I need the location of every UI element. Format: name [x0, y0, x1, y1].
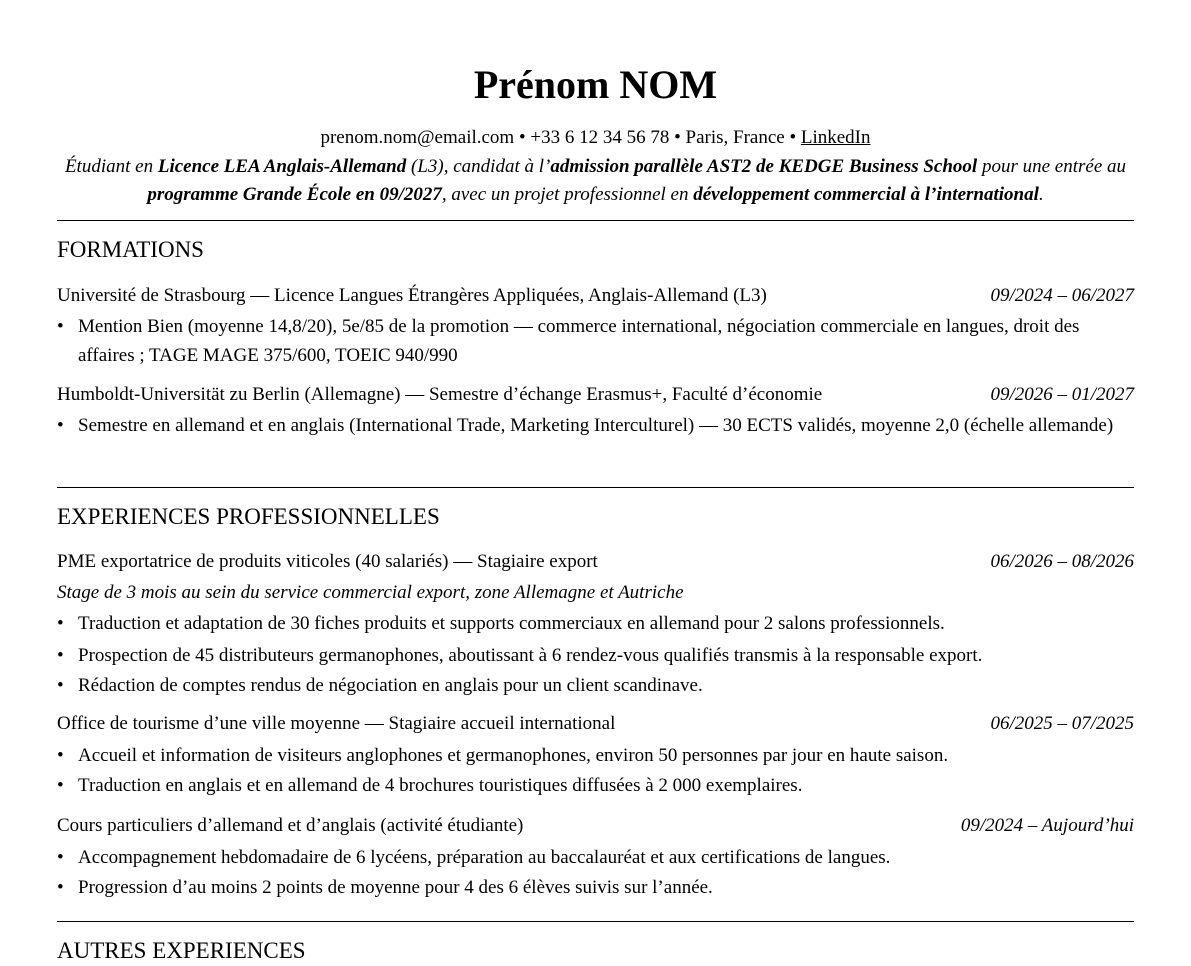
- bullet-text: Prospection de 45 distributeurs germanophones, aboutissant à 6 rendez-vous qualifiés transmis à la responsable export.: [78, 645, 983, 666]
- entry-title: Cours particuliers d’allemand et d’anglais (activité étudiante): [57, 815, 524, 836]
- summary-text: pour une entrée au: [977, 156, 1127, 177]
- bullet-text: Semestre en allemand et en anglais (International Trade, Marketing Interculturel) — 30 ECTS validés, moyenne 2,0 (échelle allemande): [78, 415, 1114, 436]
- separator: •: [514, 127, 531, 148]
- summary-text: .: [1038, 184, 1044, 205]
- bullet-icon: •: [57, 775, 64, 796]
- experience-entry-cours: [57, 813, 1134, 839]
- separator: •: [784, 127, 801, 148]
- entry-title: Université de Strasbourg — Licence Langues Étrangères Appliquées, Anglais-Allemand (L3): [57, 285, 767, 306]
- entry-date: 09/2026 – 01/2027: [990, 384, 1134, 405]
- list-item: [57, 771, 1118, 800]
- summary-text: Étudiant en: [64, 156, 158, 177]
- section-title-experiences: EXPERIENCES PROFESSIONNELLES: [57, 504, 440, 529]
- list-item: [57, 741, 1118, 770]
- email: prenom.nom@email.com: [320, 127, 515, 148]
- bullet-icon: •: [57, 877, 64, 898]
- bullet-icon: •: [57, 316, 64, 337]
- bullet-icon: •: [57, 415, 64, 436]
- bullet-text: Accueil et information de visiteurs anglophones et germanophones, environ 50 personnes par jour en haute saison.: [78, 745, 949, 766]
- bullet-icon: •: [57, 745, 64, 766]
- bullet-text: Traduction et adaptation de 30 fiches produits et supports commerciaux en allemand pour 2 salons professionnels.: [78, 613, 945, 634]
- entry-date: 06/2026 – 08/2026: [990, 551, 1134, 572]
- bullet-text: Rédaction de comptes rendus de négociation en anglais pour un client scandinave.: [78, 675, 703, 696]
- location: Paris, France: [685, 127, 785, 148]
- bullet-text: Progression d’au moins 2 points de moyenne pour 4 des 6 élèves suivis sur l’année.: [78, 877, 713, 898]
- bullet-icon: •: [57, 613, 64, 634]
- list-item: [57, 873, 1118, 902]
- list-item: [57, 411, 1118, 440]
- entry-title: PME exportatrice de produits viticoles (40 salariés) — Stagiaire export: [57, 551, 598, 572]
- summary-emphasis: développement commercial à l’international: [693, 184, 1039, 205]
- education-entry-berlin: [57, 382, 1134, 408]
- summary-emphasis: Licence LEA Anglais-Allemand: [157, 156, 407, 177]
- contact-line: [57, 125, 1134, 151]
- summary-text: (L3), candidat à l’: [406, 156, 551, 177]
- experience-entry-tourisme: [57, 711, 1134, 737]
- education-entry-strasbourg: [57, 283, 1134, 309]
- section-divider: [57, 921, 1134, 922]
- list-item: [57, 312, 1118, 370]
- section-title-autres: AUTRES EXPERIENCES: [57, 938, 306, 963]
- summary-emphasis: programme Grande École en 09/2027: [147, 184, 442, 205]
- candidate-name: Prénom NOM: [473, 62, 718, 107]
- entry-date: 06/2025 – 07/2025: [990, 713, 1134, 734]
- section-divider: [57, 220, 1134, 221]
- bullet-text: Traduction en anglais et en allemand de 4 brochures touristiques diffusées à 2 000 exemplaires.: [78, 775, 803, 796]
- list-item: [57, 671, 1118, 700]
- list-item: [57, 609, 1118, 638]
- bullet-text: Accompagnement hebdomadaire de 6 lycéens, préparation au baccalauréat et aux certifications de langues.: [78, 847, 891, 868]
- bullet-text: Mention Bien (moyenne 14,8/20), 5e/85 de la promotion — commerce international, négociation commerciale en langues, droit des affaires ; TAGE MAGE 375/600, TOEIC 940/990: [78, 316, 1080, 366]
- section-divider: [57, 487, 1134, 488]
- entry-title: Humboldt-Universität zu Berlin (Allemagne) — Semestre d’échange Erasmus+, Faculté d’économie: [57, 384, 823, 405]
- profile-summary: [57, 153, 1134, 209]
- entry-subtitle: Stage de 3 mois au sein du service commercial export, zone Allemagne et Autriche: [57, 582, 684, 603]
- list-item: [57, 641, 1118, 670]
- section-title-formations: FORMATIONS: [57, 237, 204, 262]
- summary-emphasis: admission parallèle AST2 de KEDGE Business School: [550, 156, 978, 177]
- list-item: [57, 843, 1118, 872]
- bullet-icon: •: [57, 847, 64, 868]
- experience-entry-export: [57, 549, 1134, 575]
- separator: •: [669, 127, 686, 148]
- bullet-icon: •: [57, 645, 64, 666]
- entry-date: 09/2024 – 06/2027: [990, 285, 1134, 306]
- phone: +33 6 12 34 56 78: [530, 127, 670, 148]
- summary-text: , avec un projet professionnel en: [441, 184, 694, 205]
- linkedin-link[interactable]: LinkedIn: [800, 127, 871, 148]
- entry-date: 09/2024 – Aujourd’hui: [960, 815, 1134, 836]
- bullet-icon: •: [57, 675, 64, 696]
- entry-title: Office de tourisme d’une ville moyenne — Stagiaire accueil international: [57, 713, 616, 734]
